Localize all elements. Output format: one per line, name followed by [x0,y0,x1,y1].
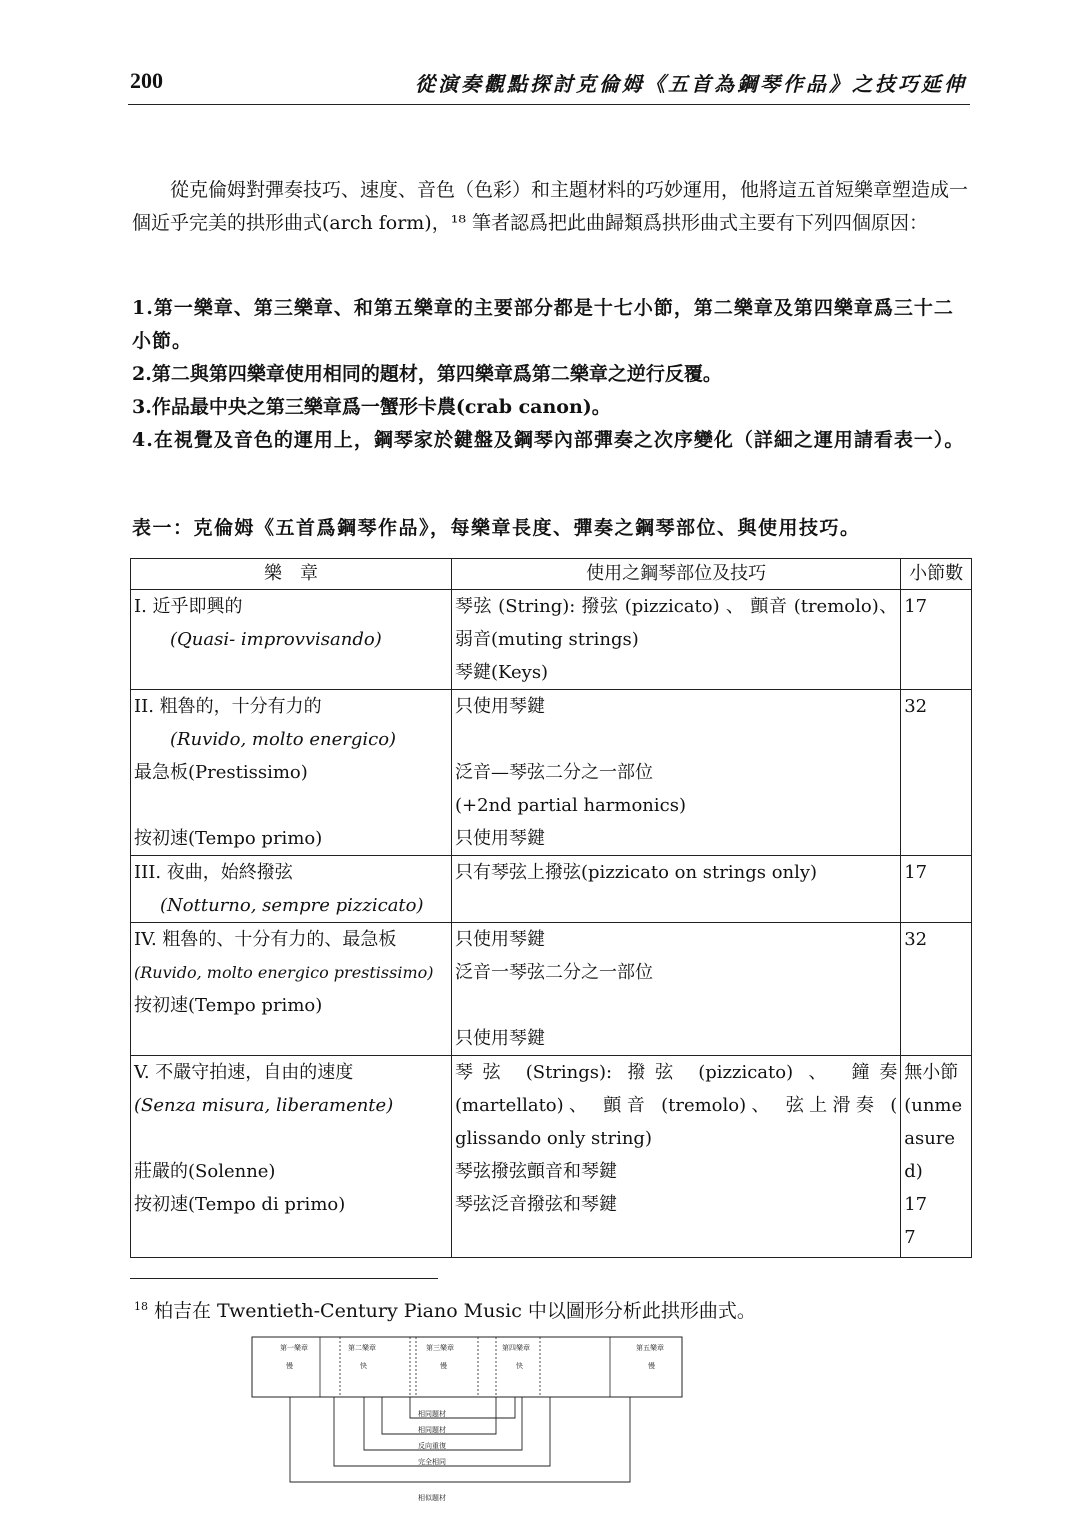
header-technique: 使用之鋼琴部位及技巧 [452,559,901,590]
header-bars: 小節數 [901,559,972,590]
bars-cell: 17 [901,590,972,690]
reason-1: 1.第一樂章、第三樂章、和第五樂章的主要部分都是十七小節，第二樂章及第四樂章爲三十二小節。 [132,297,954,352]
table-row [131,690,972,856]
diagram-link [290,1397,630,1482]
technique-line: (+2nd partial harmonics) [455,795,686,816]
diagram-link-label: 相同題材 [418,1426,446,1434]
movement-cell [131,590,452,690]
movement-title: IV. 粗魯的、十分有力的、最急板 [134,929,397,950]
movement-cell [131,1056,452,1258]
movement-italian: (Notturno, sempre pizzicato) [160,895,424,916]
bars-cell: 17 [901,856,972,923]
tempo-marking: 莊嚴的(Solenne) [134,1161,276,1182]
movement-italian: (Senza misura, liberamente) [134,1095,394,1116]
diagram-box-title: 第四樂章 [502,1344,530,1352]
movement-cell [131,923,452,1056]
bars-value: 無小節(unmeasured) [904,1062,963,1182]
diagram-box-sub: 慢 [648,1362,655,1370]
reason-3: 3.作品最中央之第三樂章爲一蟹形卡農(crab canon)。 [132,396,611,418]
reasons-list [132,292,970,457]
table-row [131,1056,972,1258]
technique-cell [452,690,901,856]
table-row [131,923,972,1056]
movement-cell [131,856,452,923]
page-number: 200 [130,68,163,93]
diagram-box-title: 第三樂章 [426,1344,454,1352]
movement-cell [131,690,452,856]
technique-cell [452,1056,901,1258]
table-row [131,590,972,690]
reason-4: 4.在視覺及音色的運用上，鋼琴家於鍵盤及鋼琴內部彈奏之次序變化（詳細之運用請看表一）。 [132,429,965,451]
tempo-marking: 按初速(Tempo di primo) [134,1194,346,1215]
movement-italian: (Quasi- improvvisando) [170,629,382,650]
technique-line: 只使用琴鍵 [455,696,546,717]
technique-line: 泛音—琴弦二分之一部位 [455,762,654,783]
movements-table [130,558,972,1258]
header-rule [128,104,970,105]
diagram-frame [252,1337,682,1397]
tempo-marking: 按初速(Tempo primo) [134,995,323,1016]
diagram-box-sub: 快 [360,1362,367,1370]
diagram-box-sub: 慢 [440,1362,447,1370]
diagram-box-sub: 快 [516,1362,523,1370]
diagram-link-label: 完全相同 [418,1458,446,1466]
bars-cell: 32 [901,690,972,856]
movement-italian: (Ruvido, molto energico prestissimo) [134,963,434,982]
header-movement: 樂 章 [131,559,452,590]
diagram-link-label: 相似題材 [418,1494,446,1502]
technique-cell [452,923,901,1056]
running-title: 從演奏觀點探討克倫姆《五首為鋼琴作品》之技巧延伸 [415,72,967,96]
bars-cell [901,1056,972,1258]
reason-2: 2.第二與第四樂章使用相同的題材，第四樂章爲第二樂章之逆行反覆。 [132,363,722,385]
technique-line: 只使用琴鍵 [455,828,546,849]
diagram-box-title: 第一樂章 [280,1344,308,1352]
diagram-box-title: 第五樂章 [636,1344,664,1352]
diagram-link-label: 相同題材 [418,1410,446,1418]
footnote-mark: 18 [134,1299,148,1313]
movement-title: II. 粗魯的，十分有力的 [134,696,322,717]
footnote-rule [130,1278,438,1279]
diagram-link-label: 反向重復 [418,1442,446,1450]
movement-title: I. 近乎即興的 [134,596,243,617]
footnote [134,1296,756,1323]
movement-title: V. 不嚴守拍速，自由的速度 [134,1062,354,1083]
technique-line: 只使用琴鍵 [455,929,546,950]
tempo-marking: 最急板(Prestissimo) [134,762,308,783]
tempo-marking: 按初速(Tempo primo) [134,828,323,849]
technique-line: 只有琴弦上撥弦(pizzicato on strings only) [455,862,818,883]
technique-line: 琴弦撥弦顫音和琴鍵 [455,1161,618,1182]
technique-line: 琴弦 (String): 撥弦 (pizzicato) 、 顫音 (tremolo)、弱音(muting strings) [455,596,898,650]
footnote-text: 柏吉在 Twentieth-Century Piano Music 中以圖形分析此拱形曲式。 [154,1300,756,1322]
table-header-row [131,559,972,590]
table-row [131,856,972,923]
technique-line: 琴弦泛音撥弦和琴鍵 [455,1194,618,1215]
diagram-box-sub: 慢 [286,1362,293,1370]
table-caption: 表一：克倫姆《五首爲鋼琴作品》，每樂章長度、彈奏之鋼琴部位、與使用技巧。 [132,517,861,539]
movement-title: III. 夜曲，始終撥弦 [134,862,293,883]
bars-cell: 32 [901,923,972,1056]
technique-line: 琴弦 (Strings): 撥弦 (pizzicato) 、 鐘奏 (martellato)、 顫音 (tremolo)、 弦上滑奏 ( glissando only string) [455,1062,898,1149]
diagram-box-title: 第二樂章 [348,1344,376,1352]
bars-value: 7 [904,1227,916,1248]
technique-line: 泛音一琴弦二分之一部位 [455,962,654,983]
technique-cell [452,590,901,690]
intro-paragraph: 從克倫姆對彈奏技巧、速度、音色（色彩）和主題材料的巧妙運用，他將這五首短樂章塑造成一個近乎完美的拱形曲式(arch form)，¹⁸ 筆者認爲把此曲歸類爲拱形曲式主要有下列四個原因： [132,179,969,234]
arch-form-diagram [250,1332,690,1508]
movement-italian: (Ruvido, molto energico) [170,729,397,750]
technique-line: 只使用琴鍵 [455,1028,546,1049]
technique-cell [452,856,901,923]
bars-value: 17 [904,1194,928,1215]
technique-line: 琴鍵(Keys) [455,662,549,683]
